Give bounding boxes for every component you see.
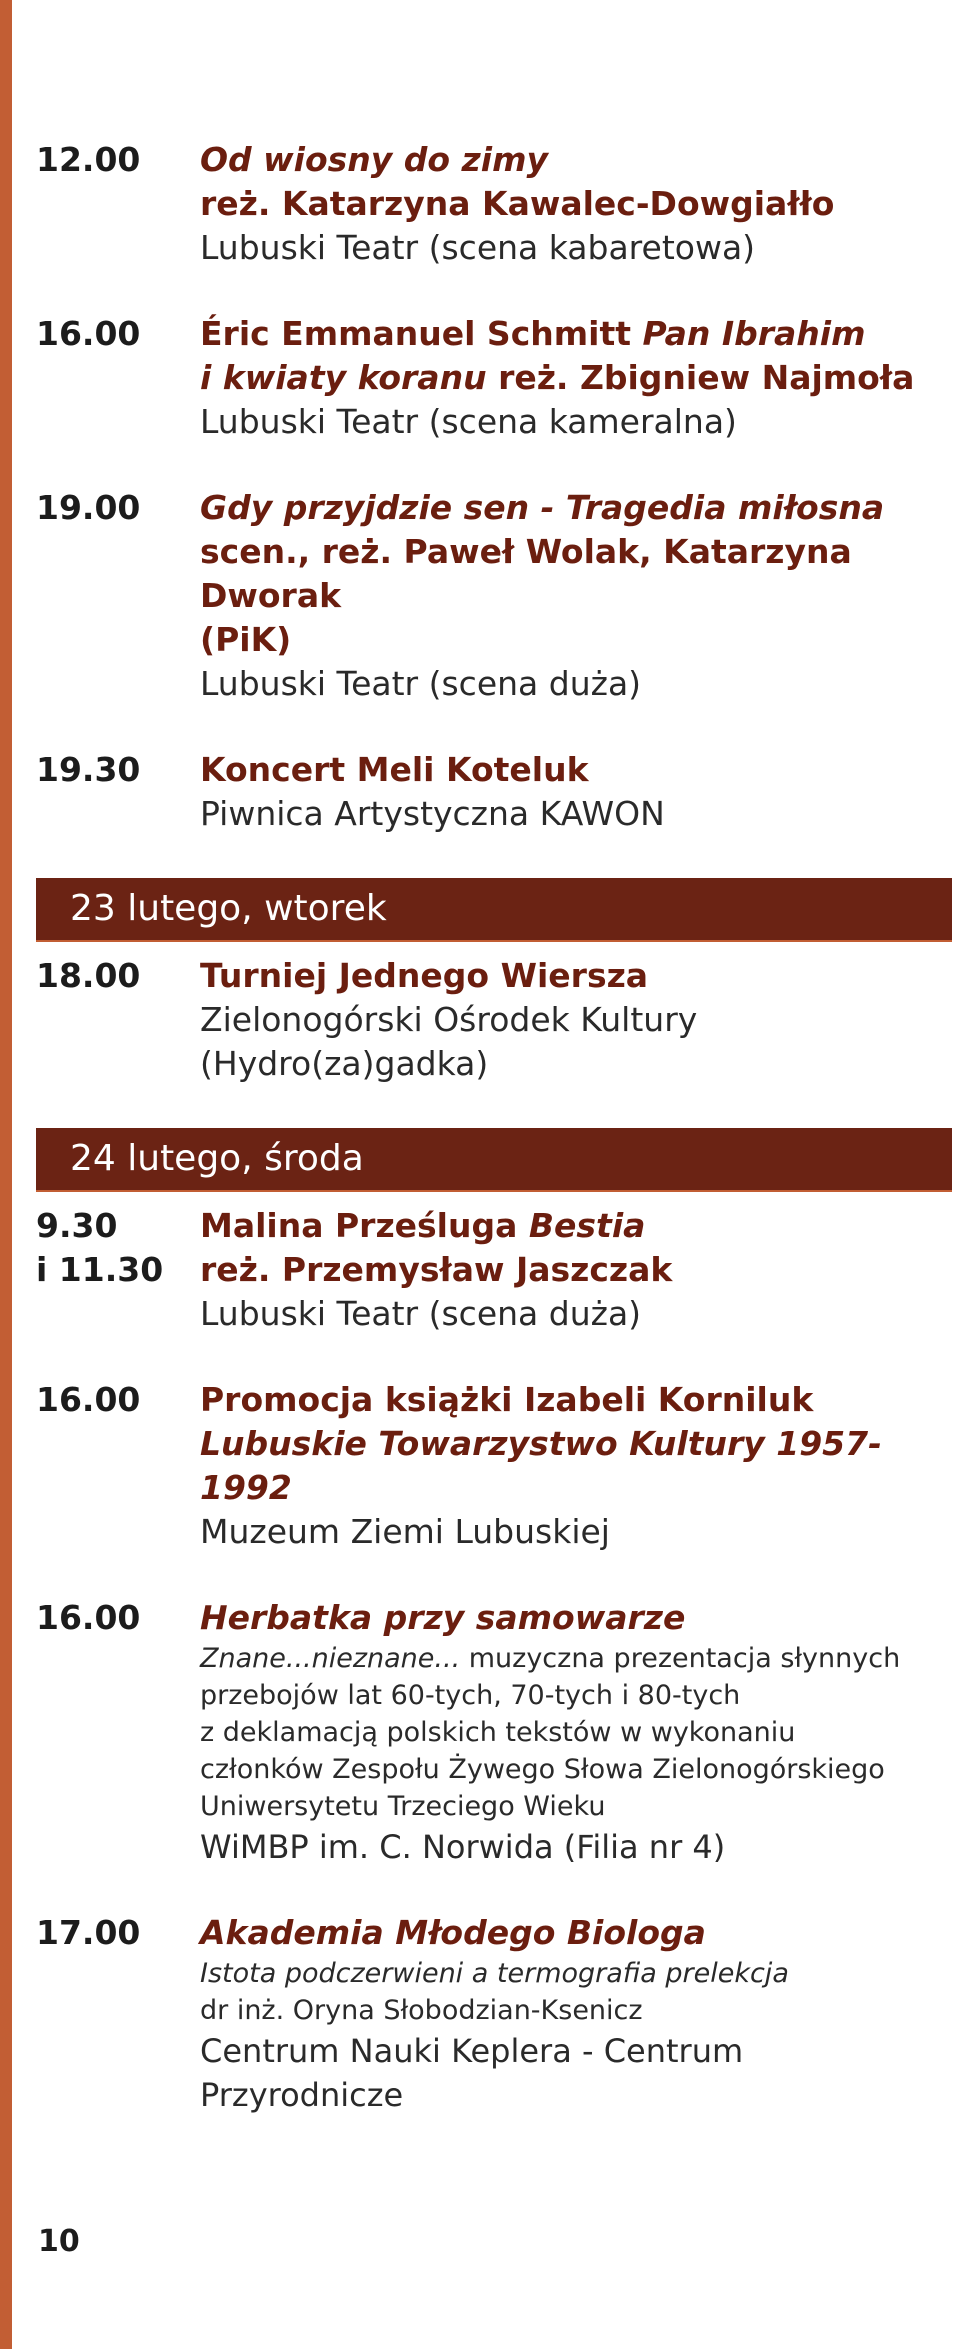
event-venue-detail: (Hydro(za)gadka): [200, 1044, 489, 1083]
program-listing: [36, 138, 954, 2117]
event-1900: [36, 486, 954, 706]
event-1600-herbatka: 16.00 Herbatka przy samowarze Znane...nieznane... muzyczna prezentacja słynnych przebojów lat 60-tych, 70-tych i 80-tych z deklamacją polskich tekstów w wykonaniu członków Zespołu Żywego Słowa Zielonogórskiego Uniwersytetu Trzeciego Wieku WiMBP im. C. Norwida (Filia nr 4): [36, 1596, 954, 1869]
event-time: 19.00: [36, 488, 141, 527]
event-title: Od wiosny do zimy: [200, 140, 548, 179]
event-venue: Lubuski Teatr (scena kabaretowa): [200, 228, 756, 267]
event-venue: Centrum Nauki Keplera - Centrum: [200, 2032, 744, 2070]
event-venue: Piwnica Artystyczna KAWON: [200, 794, 665, 833]
event-description: Znane...nieznane... muzyczna prezentacja słynnych: [200, 1643, 901, 1674]
event-credit: reż. Przemysław Jaszczak: [200, 1250, 673, 1289]
event-930: [36, 1204, 954, 1336]
event-title: Akademia Młodego Biologa: [200, 1913, 706, 1952]
side-accent-bar: [0, 0, 12, 2349]
event-credit: reż. Zbigniew Najmoła: [498, 358, 915, 397]
day-header-23: 23 lutego, wtorek: [36, 878, 952, 942]
event-time: 16.00: [36, 1598, 141, 1637]
event-author: Malina Prześluga: [200, 1206, 518, 1245]
event-credit-suffix: (PiK): [200, 620, 292, 659]
event-credit: reż. Katarzyna Kawalec-Dowgiałło: [200, 184, 835, 223]
event-time: 16.00: [36, 1380, 141, 1419]
event-time: 16.00: [36, 314, 141, 353]
event-title: Koncert Meli Koteluk: [200, 750, 589, 789]
event-venue: Lubuski Teatr (scena kameralna): [200, 402, 737, 441]
event-venue-line-2: Przyrodnicze: [200, 2076, 404, 2114]
event-title: Gdy przyjdzie sen - Tragedia miłosna: [200, 488, 885, 527]
event-time: 17.00: [36, 1913, 141, 1952]
event-1800: [36, 954, 954, 1086]
event-venue: Zielonogórski Ośrodek Kultury: [200, 1000, 698, 1039]
event-title-part-2: i kwiaty koranu: [200, 358, 487, 397]
event-time: 12.00: [36, 140, 141, 179]
event-title: Promocja książki Izabeli Korniluk: [200, 1380, 814, 1419]
event-play-title: Bestia: [528, 1206, 646, 1245]
event-lecturer: dr inż. Oryna Słobodzian-Ksenicz: [200, 1995, 643, 2026]
event-title-part-1: Pan Ibrahim: [642, 314, 866, 353]
event-description-italic: Znane...nieznane...: [200, 1643, 461, 1674]
event-credit: scen., reż. Paweł Wolak, Katarzyna Dworak: [200, 532, 852, 615]
event-time: 9.30: [36, 1206, 118, 1245]
event-title: [200, 312, 954, 356]
event-venue: Muzeum Ziemi Lubuskiej: [200, 1512, 610, 1551]
event-time: 19.30: [36, 750, 141, 789]
event-time-second: i 11.30: [36, 1250, 164, 1289]
event-title: Turniej Jednego Wiersza: [200, 956, 649, 995]
event-1600-schmitt: [36, 312, 954, 444]
day-header-24: 24 lutego, środa: [36, 1128, 952, 1192]
event-subtitle: Lubuskie Towarzystwo Kultury 1957-1992: [200, 1424, 882, 1507]
event-venue: Lubuski Teatr (scena duża): [200, 1294, 642, 1333]
event-1930: [36, 748, 954, 836]
event-1600-book: [36, 1378, 954, 1554]
event-venue: WiMBP im. C. Norwida (Filia nr 4): [200, 1828, 726, 1866]
page-number: 10: [38, 2224, 80, 2259]
event-author: Éric Emmanuel Schmitt: [200, 314, 631, 353]
event-venue: Lubuski Teatr (scena duża): [200, 664, 642, 703]
event-time: 18.00: [36, 956, 141, 995]
event-title: [200, 1204, 954, 1248]
event-1200: [36, 138, 954, 270]
event-description: Istota podczerwieni a termografia prelekcja: [200, 1958, 789, 1989]
event-1700: [36, 1911, 954, 2117]
event-title: Herbatka przy samowarze: [200, 1598, 686, 1637]
